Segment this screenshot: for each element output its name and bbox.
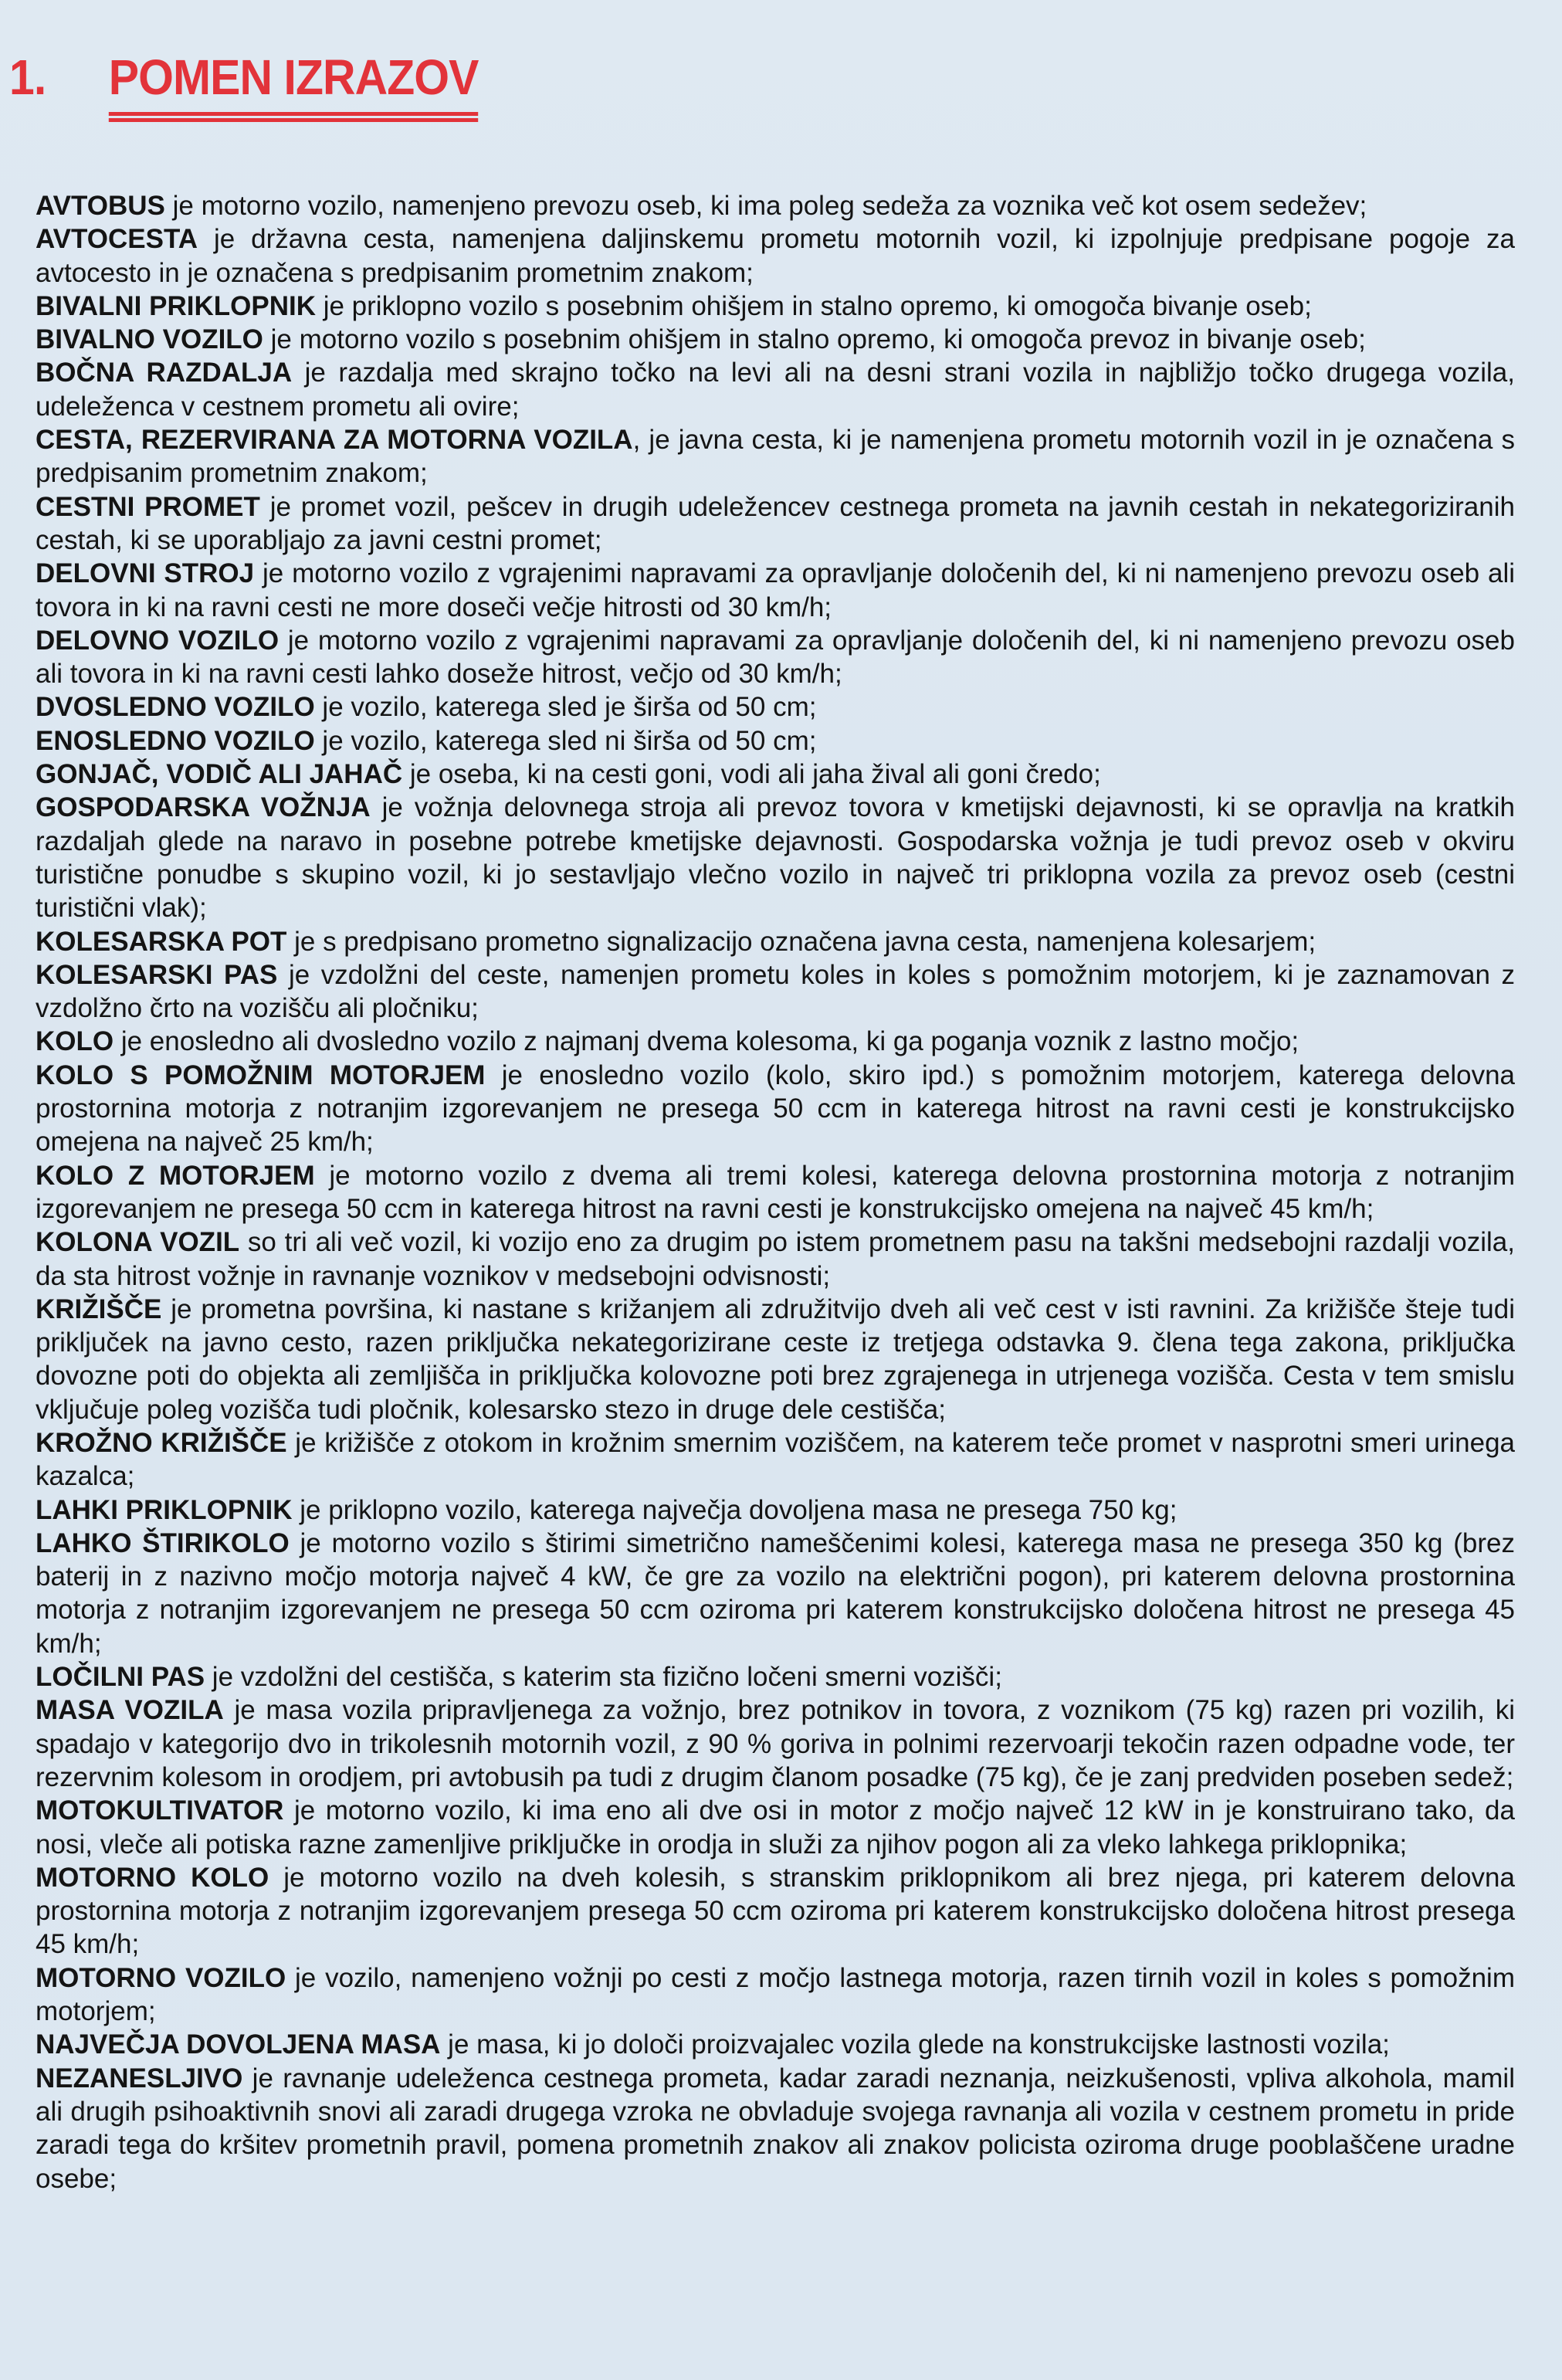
definition-term: KOLESARSKA POT xyxy=(36,926,287,957)
definition-entry xyxy=(36,323,1515,356)
definition-entry xyxy=(36,222,1515,290)
definition-text: je vozilo, namenjeno vožnji po cesti z močjo lastnega motorja, razen tirnih vozil in koles s pomožnim motorjem; xyxy=(36,1962,1515,2027)
definition-entry xyxy=(36,724,1515,758)
definition-text: je priklopno vozilo s posebnim ohišjem in stalno opremo, ki omogoča bivanje oseb; xyxy=(315,290,1312,321)
definition-entry xyxy=(36,189,1515,222)
definition-entry xyxy=(36,1527,1515,1660)
definition-entry xyxy=(36,2028,1515,2061)
definition-term: BIVALNI PRIKLOPNIK xyxy=(36,290,316,321)
definition-text: je masa vozila pripravljenega za vožnjo, brez potnikov in tovora, z voznikom (75 kg) razen pri vozilih, ki spadajo v kategorijo dvo in trikolesnih motornih vozil, z 90 % goriva in polnimi rezervoarji tekočin razen odpadne vode, ter rezervnim kolesom in orodjem, pri avtobusih pa tudi z drugim članom posadke (75 kg), če je zanj predviden poseben sedež; xyxy=(36,1695,1515,1792)
definition-entry xyxy=(36,290,1515,323)
definition-entry xyxy=(36,1660,1515,1693)
definition-entry xyxy=(36,925,1515,958)
definition-term: KOLO S POMOŽNIM MOTORJEM xyxy=(36,1059,486,1090)
definition-term: AVTOCESTA xyxy=(36,224,198,255)
definition-term: ENOSLEDNO VOZILO xyxy=(36,725,315,756)
definition-term: KOLO xyxy=(36,1026,114,1057)
definition-term: GOSPODARSKA VOŽNJA xyxy=(36,792,371,823)
definition-text: je motorno vozilo z dvema ali tremi kolesi, katerega delovna prostornina motorja z notranjim izgorevanjem ne presega 50 ccm in katerega hitrost na ravni cesti je konstrukcijsko omejena na največ 45 km/h; xyxy=(36,1160,1516,1224)
definition-entry xyxy=(36,791,1515,924)
definition-term: MOTOKULTIVATOR xyxy=(36,1795,284,1826)
definition-entry xyxy=(36,1861,1515,1961)
definition-text: je motorno vozilo na dveh kolesih, s stranskim priklopnikom ali brez njega, pri katerem delovna prostornina motorja z notranjim izgorevanjem presega 50 ccm oziroma pri katerem konstrukcijsko določena hitrost presega 45 km/h; xyxy=(36,1862,1515,1960)
definition-term: CESTA, REZERVIRANA ZA MOTORNA VOZILA xyxy=(36,425,633,456)
definition-entry xyxy=(36,690,1515,724)
definition-entry xyxy=(36,758,1515,791)
section-title: POMEN IZRAZOV xyxy=(108,49,479,105)
definition-entry xyxy=(36,1794,1515,1861)
definition-text: je promet vozil, pešcev in drugih udeležencev cestnega prometa na javnih cestah in nekategoriziranih cestah, ki se uporabljajo za javni cestni promet; xyxy=(36,491,1515,555)
definition-text: je priklopno vozilo, katerega največja dovoljena masa ne presega 750 kg; xyxy=(292,1494,1177,1525)
definition-term: BIVALNO VOZILO xyxy=(36,324,263,355)
definition-entry xyxy=(36,356,1515,423)
definition-entry xyxy=(36,490,1515,558)
definition-entry xyxy=(36,557,1515,624)
definition-entry xyxy=(36,1961,1515,2029)
definition-text: je masa, ki jo določi proizvajalec vozila glede na konstrukcijske lastnosti vozila; xyxy=(440,2029,1390,2060)
definition-text: so tri ali več vozil, ki vozijo eno za drugim po istem prometnem pasu na takšni medsebojni razdalji vozila, da sta hitrost vožnje in ravnanje voznikov v medsebojni odvisnosti; xyxy=(36,1227,1515,1291)
definition-text: je prometna površina, ki nastane s križanjem ali združitvijo dveh ali več cest v isti ravnini. Za križišče šteje tudi priključek na javno cesto, razen priključka nekategorizirane ceste iz tretjega odstavka 9. člena tega zakona, priključka dovozne poti do objekta ali zemljišča in priključka kolovozne poti brez zgrajenega in utrjenega vozišča. Cesta v tem smislu vključuje poleg vozišča tudi pločnik, kolesarsko stezo in druge dele cestišča; xyxy=(36,1293,1515,1425)
definition-text: je državna cesta, namenjena daljinskemu prometu motornih vozil, ki izpolnjuje predpisane pogoje za avtocesto in je označena s predpisanim prometnim znakom; xyxy=(36,224,1515,288)
definition-term: AVTOBUS xyxy=(36,191,165,221)
definition-term: MOTORNO VOZILO xyxy=(36,1962,286,1993)
definition-text: je križišče z otokom in krožnim smernim voziščem, na katerem teče promet v nasprotni smeri urinega kazalca; xyxy=(36,1427,1515,1492)
definition-text: je ravnanje udeleženca cestnega prometa, kadar zaradi neznanja, neizkušenosti, vpliva alkohola, mamil ali drugih psihoaktivnih snovi ali zaradi drugega vzroka ne obvladuje svojega ravnanja ali vozila v cestnem prometu in pride zaradi tega do kršitev prometnih pravil, pomena prometnih znakov ali znakov policista oziroma druge pooblaščene uradne osebe; xyxy=(36,2063,1515,2194)
definition-term: MASA VOZILA xyxy=(36,1695,224,1726)
definition-term: LOČILNI PAS xyxy=(36,1662,205,1693)
definition-text: je motorno vozilo, namenjeno prevozu oseb, ki ima poleg sedeža za voznika več kot osem sedežev; xyxy=(164,191,1367,221)
definition-entry xyxy=(36,1426,1515,1493)
definition-term: DELOVNO VOZILO xyxy=(36,625,280,656)
definitions-list xyxy=(36,189,1515,2195)
definition-term: MOTORNO KOLO xyxy=(36,1862,269,1893)
definition-text: je s predpisano prometno signalizacijo označena javna cesta, namenjena kolesarjem; xyxy=(286,926,1316,957)
definition-term: KROŽNO KRIŽIŠČE xyxy=(36,1427,287,1458)
definition-entry xyxy=(36,423,1515,490)
definition-entry xyxy=(36,1493,1515,1527)
definition-term: GONJAČ, VODIČ ALI JAHAČ xyxy=(36,759,403,790)
definition-term: CESTNI PROMET xyxy=(36,491,260,522)
definition-text: je motorno vozilo, ki ima eno ali dve osi in motor z močjo največ 12 kW in je konstruirano tako, da nosi, vleče ali potiska razne zamenljive priključke in orodja in služi za njihov pogon ali za vleko lahkega priklopnika; xyxy=(36,1795,1515,1860)
definition-text: je razdalja med skrajno točko na levi ali na desni strani vozila in najbližjo točko drugega vozila, udeleženca v cestnem prometu ali ovire; xyxy=(36,358,1515,422)
definition-term: KOLESARSKI PAS xyxy=(36,959,278,990)
definition-term: BOČNA RAZDALJA xyxy=(36,358,293,388)
definition-term: DELOVNI STROJ xyxy=(36,558,255,589)
definition-term: NAJVEČJA DOVOLJENA MASA xyxy=(36,2029,441,2060)
definition-entry xyxy=(36,958,1515,1026)
definition-term: NEZANESLJIVO xyxy=(36,2063,243,2094)
definition-entry xyxy=(36,1159,1515,1226)
definition-text: je vzdolžni del cestišča, s katerim sta fizično ločeni smerni vozišči; xyxy=(205,1662,1002,1693)
definition-term: KOLO Z MOTORJEM xyxy=(36,1160,315,1191)
definition-text: je enosledno ali dvosledno vozilo z najmanj dvema kolesoma, ki ga poganja voznik z lastno močjo; xyxy=(114,1026,1299,1057)
definition-entry xyxy=(36,1059,1515,1159)
section-heading xyxy=(9,49,479,105)
definition-text: je vzdolžni del ceste, namenjen prometu koles in koles s pomožnim motorjem, ki je zaznamovan z vzdolžno črto na vozišču ali pločniku; xyxy=(36,959,1515,1024)
definition-text: je motorno vozilo s posebnim ohišjem in stalno opremo, ki omogoča prevoz in bivanje oseb; xyxy=(263,324,1366,355)
definition-text: je enosledno vozilo (kolo, skiro ipd.) s pomožnim motorjem, katerega delovna prostornina motorja z notranjim izgorevanjem ne presega 50 ccm in katerega hitrost na ravni cesti je konstrukcijsko omejena na največ 25 km/h; xyxy=(36,1059,1515,1158)
definition-text: je oseba, ki na cesti goni, vodi ali jaha žival ali goni čredo; xyxy=(402,759,1101,790)
section-number: 1. xyxy=(9,49,46,105)
definition-term: LAHKO ŠTIRIKOLO xyxy=(36,1527,290,1558)
definition-entry xyxy=(36,1293,1515,1426)
definition-text: je motorno vozilo z vgrajenimi napravami za opravljanje določenih del, ki ni namenjeno prevozu oseb ali tovora in ki na ravni cesti lahko doseže hitrost, večjo od 30 km/h; xyxy=(36,625,1515,690)
definition-term: KOLONA VOZIL xyxy=(36,1227,240,1258)
definition-text: je vozilo, katerega sled je širša od 50 cm; xyxy=(314,692,817,723)
definition-text: je vožnja delovnega stroja ali prevoz tovora v kmetijski dejavnosti, ki se opravlja na kratkih razdaljah glede na naravo in posebne potrebe kmetijske dejavnosti. Gospodarska vožnja je tudi prevoz oseb v okviru turistične ponudbe s skupino vozil, ki jo sestavljajo vlečno vozilo in največ tri priklopna vozila za prevoz oseb (cestni turistični vlak); xyxy=(36,792,1515,924)
definition-entry xyxy=(36,1693,1515,1794)
definition-term: DVOSLEDNO VOZILO xyxy=(36,692,315,723)
definition-text: je vozilo, katerega sled ni širša od 50 cm; xyxy=(314,725,817,756)
definition-text: je motorno vozilo z vgrajenimi napravami za opravljanje določenih del, ki ni namenjeno prevozu oseb ali tovora in ki na ravni cesti ne more doseči večje hitrosti od 30 km/h; xyxy=(36,558,1515,622)
definition-text: je motorno vozilo s štirimi simetrično nameščenimi kolesi, katerega masa ne presega 350 kg (brez baterij in z nazivno močjo motorja največ 4 kW, če gre za vozilo na električni pogon), pri katerem delovna prostornina motorja z notranjim izgorevanjem ne presega 50 ccm oziroma pri katerem konstrukcijsko določena hitrost ne presega 45 km/h; xyxy=(36,1527,1515,1659)
definition-entry xyxy=(36,624,1515,691)
definition-entry xyxy=(36,1226,1515,1293)
definition-entry xyxy=(36,1025,1515,1058)
definition-text: , je javna cesta, ki je namenjena prometu motornih vozil in je označena s predpisanim prometnim znakom; xyxy=(36,425,1515,489)
definition-entry xyxy=(36,2062,1515,2195)
definition-term: LAHKI PRIKLOPNIK xyxy=(36,1494,293,1525)
definition-term: KRIŽIŠČE xyxy=(36,1293,162,1324)
